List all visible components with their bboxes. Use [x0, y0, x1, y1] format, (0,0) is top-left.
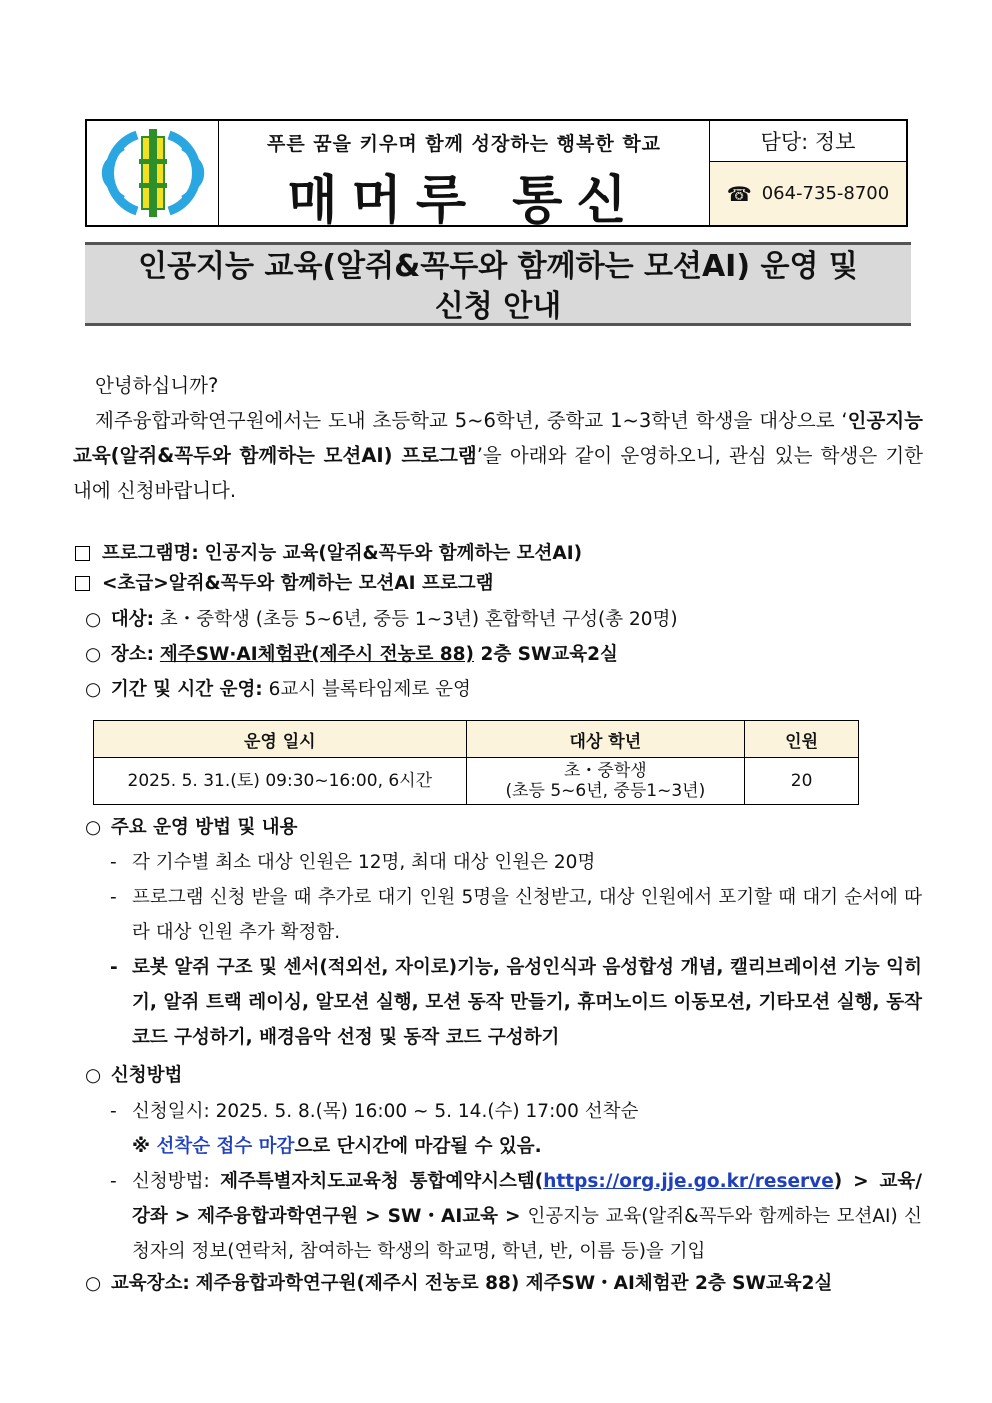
- method-label: 신청방법:: [132, 1171, 221, 1192]
- list-item: - 프로그램 신청 받을 때 추가로 대기 인원 5명을 신청받고, 대상 인원에서 포기할 때 대기 순서에 따라 대상 인원 추가 확정함.: [110, 880, 922, 950]
- operation-list: [110, 845, 922, 1055]
- phone-icon: ☎: [726, 181, 752, 206]
- program-level-item: [75, 571, 493, 597]
- intro-section: [73, 368, 923, 508]
- bullet-circle-icon: ○: [85, 1273, 102, 1294]
- phone-contact: [710, 162, 906, 225]
- schedule-count: 20: [745, 758, 859, 805]
- intro-program-name: 인공지능 교육(알쥐&꼭두와 함께하는 모션AI) 프로그램: [73, 409, 923, 467]
- greeting: 안녕하십니까?: [95, 374, 219, 397]
- intro-paragraph: [73, 403, 923, 508]
- title-line-2: 신청 안내: [434, 289, 562, 324]
- application-date: 신청일시: 2025. 5. 8.(목) 16:00 ~ 5. 14.(수) 17:00 선착순: [132, 1101, 639, 1122]
- operation-title-item: [85, 815, 298, 841]
- newsletter-header: [85, 119, 908, 231]
- method-path: ) > 교육/강좌 > 제주융합과학연구원 > SW・AI교육 >: [132, 1171, 922, 1227]
- list-item: - 로봇 알쥐 구조 및 센서(적외선, 자이로)기능, 음성인식과 음성합성 개념, 캘리브레이션 기능 익히기, 알쥐 트랙 레이싱, 알모션 실행, 모션 동작 만들기, 휴머노이드 이동모션, 기타모션 실행, 동작코드 구성하기, 배경음악 선정 및 동작 코드 구성하기: [110, 950, 922, 1055]
- title-line-1: 인공지능 교육(알쥐&꼭두와 함께하는 모션AI) 운영 및: [138, 249, 858, 284]
- note-mark: ※: [132, 1136, 157, 1157]
- schedule-datetime: 2025. 5. 31.(토) 09:30~16:00, 6시간: [94, 758, 467, 805]
- phone-number: 064-735-8700: [761, 183, 890, 204]
- program-name-label: 프로그램명:: [102, 543, 199, 564]
- list-item: - 신청방법: 제주특별자치도교육청 통합예약시스템(https://org.jje.go.kr/reserve) > 교육/강좌 > 제주융합과학연구원 > SW・AI교육 > 인공지능 교육(알쥐&꼭두와 함께하는 모션AI) 신청자의 정보(연락처, 참여하는 학생의 학교명, 학년, 반, 이름 등)을 기입: [110, 1171, 922, 1262]
- document-title: [85, 242, 911, 326]
- header-title-area: [219, 121, 710, 231]
- period-label: 기간 및 시간 운영:: [110, 679, 263, 700]
- operation-item-3: 로봇 알쥐 구조 및 센서(적외선, 자이로)기능, 음성인식과 음성합성 개념, 캘리브레이션 기능 익히기, 알쥐 트랙 레이싱, 알모션 실행, 모션 동작 만들기, 휴머노이드 이동모션, 기타모션 실행, 동작코드 구성하기, 배경음악 선정 및 동작 코드 구성하기: [132, 957, 922, 1048]
- intro-text-post: ’을 아래와 같이 운영하오니, 관심 있는 학생은 기한 내에 신청바랍니다.: [73, 444, 923, 502]
- bullet-circle-icon: ○: [85, 1065, 102, 1086]
- operation-item-2: 프로그램 신청 받을 때 추가로 대기 인원 5명을 신청받고, 대상 인원에서 포기할 때 대기 순서에 따라 대상 인원 추가 확정함.: [132, 887, 922, 943]
- target-value: 초・중학생 (초등 5~6년, 중등 1~3년) 혼합학년 구성(총 20명): [159, 609, 678, 630]
- list-item: - 각 기수별 최소 대상 인원은 12명, 최대 대상 인원은 20명: [110, 845, 922, 880]
- bullet-circle-icon: ○: [85, 644, 102, 665]
- table-header: 대상 학년: [466, 721, 745, 758]
- venue-value: 제주융합과학연구원(제주시 전농로 88) 제주SW・AI체험관 2층 SW교육2실: [195, 1273, 833, 1294]
- newsletter-name: 매머루 통신: [287, 171, 641, 231]
- schedule-grade: [466, 758, 745, 805]
- checkbox-square-icon: [75, 546, 90, 561]
- venue-label: 교육장소:: [110, 1273, 190, 1294]
- period-item: [85, 677, 471, 703]
- place-item: [85, 642, 618, 668]
- method-detail: 인공지능 교육(알쥐&꼭두와 함께하는 모션AI) 신청자의 정보(연락처, 참여하는 학생의 학교명, 학년, 반, 이름 등)을 기입: [132, 1206, 922, 1262]
- table-header: 인원: [745, 721, 859, 758]
- grade-line-2: (초등 5~6년, 중등1~3년): [505, 781, 706, 801]
- manager-label: 담당: 정보: [710, 121, 906, 162]
- program-name-value: 인공지능 교육(알쥐&꼭두와 함께하는 모션AI): [204, 543, 583, 564]
- program-name-item: [75, 541, 582, 567]
- schedule-table: [93, 720, 859, 805]
- program-level-title: <초급>알쥐&꼭두와 함께하는 모션AI 프로그램: [102, 573, 494, 594]
- place-address: 제주SW·AI체험관(제주시 전농로 88): [159, 644, 474, 665]
- place-label: 장소:: [110, 644, 155, 665]
- table-header-row: [94, 721, 859, 758]
- place-room: 2층 SW교육2실: [474, 644, 618, 665]
- school-logo: [87, 121, 219, 225]
- school-slogan: 푸른 꿈을 키우며 함께 성장하는 행복한 학교: [266, 133, 662, 155]
- bullet-circle-icon: ○: [85, 609, 102, 630]
- reserve-link[interactable]: https://org.jje.go.kr/reserve: [543, 1171, 834, 1192]
- grade-line-1: 초・중학생: [564, 761, 647, 781]
- note-text: 으로 단시간에 마감될 수 있음.: [294, 1136, 542, 1157]
- table-header: 운영 일시: [94, 721, 467, 758]
- application-list: [110, 1094, 922, 1269]
- target-label: 대상:: [110, 609, 155, 630]
- note-highlight: 선착순 접수 마감: [156, 1136, 295, 1157]
- venue-item: [85, 1271, 832, 1297]
- target-item: [85, 607, 678, 633]
- application-note: [110, 1129, 922, 1164]
- intro-text-pre: 제주융합과학연구원에서는 도내 초등학교 5~6학년, 중학교 1~3학년 학생을 대상으로 ‘: [95, 409, 848, 432]
- school-emblem-icon: [93, 125, 213, 221]
- application-title: 신청방법: [110, 1065, 183, 1086]
- application-title-item: [85, 1063, 182, 1089]
- bullet-circle-icon: ○: [85, 679, 102, 700]
- table-row: [94, 758, 859, 805]
- header-contact: [710, 121, 906, 225]
- operation-item-1: 각 기수별 최소 대상 인원은 12명, 최대 대상 인원은 20명: [132, 852, 596, 873]
- method-system: 제주특별자치도교육청 통합예약시스템(: [220, 1171, 544, 1192]
- bullet-circle-icon: ○: [85, 817, 102, 838]
- period-value: 6교시 블록타임제로 운영: [268, 679, 471, 700]
- checkbox-square-icon: [75, 576, 90, 591]
- list-item: - 신청일시: 2025. 5. 8.(목) 16:00 ~ 5. 14.(수) 17:00 선착순: [110, 1094, 922, 1129]
- operation-title: 주요 운영 방법 및 내용: [110, 817, 298, 838]
